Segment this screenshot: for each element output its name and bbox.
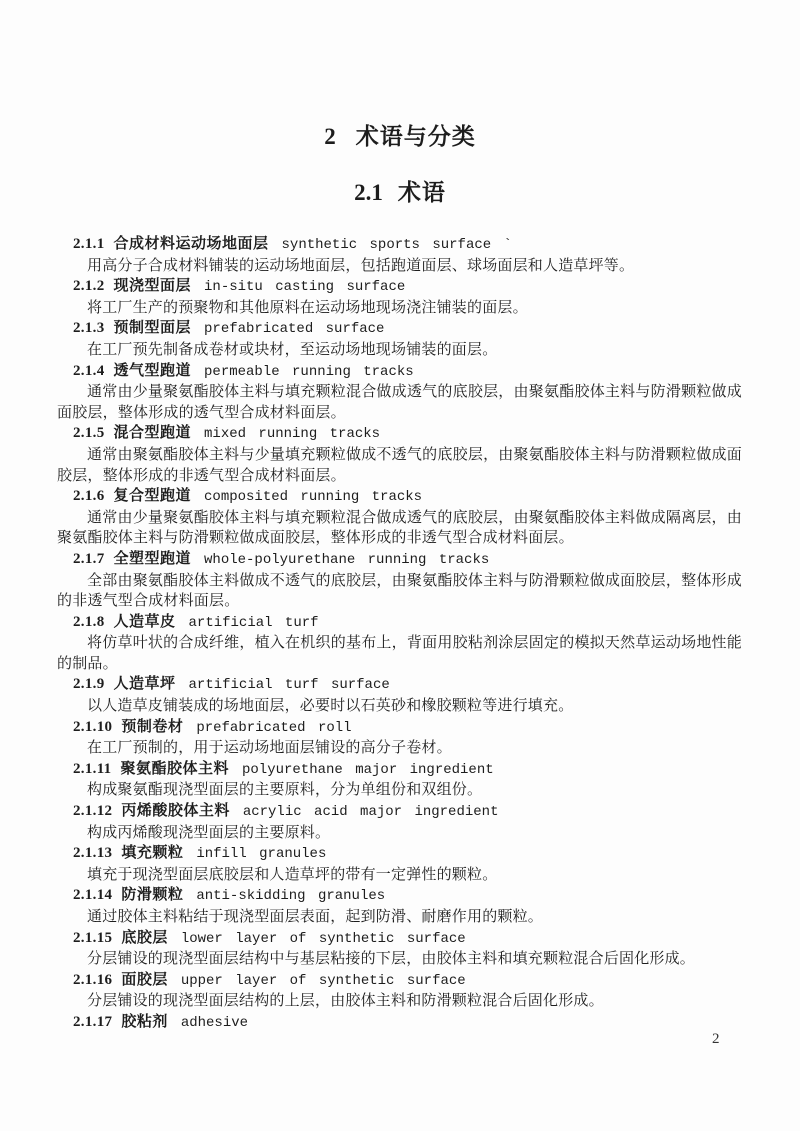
- term-definition: 将工厂生产的预聚物和其他原料在运动场地现场浇注铺装的面层。: [87, 299, 528, 316]
- chapter-number: 2: [324, 124, 336, 149]
- term-definition: 分层铺设的现浇型面层结构中与基层粘接的下层，由胶体主料和填充颗粒混合后固化形成。: [87, 951, 696, 968]
- term-number: 2.1.17: [73, 1013, 113, 1030]
- term-zh: 预制卷材: [121, 718, 184, 735]
- term-number: 2.1.12: [73, 803, 113, 820]
- term-zh: 预制型面层: [113, 320, 192, 337]
- term-heading: [73, 612, 742, 634]
- term-en: prefabricated surface: [204, 321, 385, 338]
- term-number: 2.1.6: [73, 488, 105, 505]
- term-zh: 现浇型面层: [113, 278, 192, 295]
- term-en: mixed running tracks: [204, 426, 381, 443]
- term-en: in-situ casting surface: [204, 279, 406, 296]
- term-number: 2.1.13: [73, 845, 113, 862]
- term-zh: 聚氨酯胶体主料: [120, 760, 229, 777]
- chapter-title-text: 术语与分类: [355, 124, 476, 149]
- term-heading: [73, 486, 742, 508]
- term-en: acrylic acid major ingredient: [242, 804, 499, 821]
- term-number: 2.1.10: [73, 718, 113, 735]
- term-definition: 通常由少量聚氨酯胶体主料与填充颗粒混合做成透气的底胶层，由聚氨酯胶体主料与防滑颗粒做成面胶层，整体形成的透气型合成材料面层。: [57, 384, 742, 421]
- term-number: 2.1.7: [73, 550, 105, 567]
- term-zh: 面胶层: [121, 971, 168, 988]
- term-number: 2.1.2: [73, 278, 105, 295]
- term-en: infill granules: [196, 846, 327, 863]
- term-heading: [73, 801, 742, 823]
- term-number: 2.1.9: [73, 676, 105, 693]
- term-en: prefabricated roll: [196, 719, 352, 736]
- term-heading: [73, 1012, 742, 1034]
- term-en: upper layer of synthetic surface: [180, 972, 466, 989]
- term-definition: 填充于现浇型面层底胶层和人造草坪的带有一定弹性的颗粒。: [87, 866, 498, 883]
- term-en: artificial turf: [188, 614, 319, 631]
- term-en: composited running tracks: [204, 489, 423, 506]
- term-en: whole-polyurethane running tracks: [204, 551, 490, 568]
- term-entry: [57, 318, 742, 360]
- term-number: 2.1.4: [73, 362, 105, 379]
- term-number: 2.1.3: [73, 320, 105, 337]
- term-definition: 构成聚氨酯现浇型面层的主要原料，分为单组份和双组份。: [87, 782, 483, 799]
- term-zh: 混合型跑道: [113, 425, 192, 442]
- term-zh: 胶粘剂: [121, 1013, 168, 1030]
- term-number: 2.1.5: [73, 425, 105, 442]
- term-heading: [73, 318, 742, 340]
- term-heading: [73, 717, 742, 739]
- term-zh: 人造草坪: [113, 676, 176, 693]
- section-title-text: 术语: [397, 180, 446, 205]
- term-definition: 通常由聚氨酯胶体主料与少量填充颗粒做成不透气的底胶层，由聚氨酯胶体主料与防滑颗粒做成面胶层，整体形成的非透气型合成材料面层。: [57, 446, 742, 484]
- term-definition: 将仿草叶状的合成纤维，植入在机织的基布上，背面用胶粘剂涂层固定的模拟天然草运动场地性能的制品。: [57, 635, 742, 672]
- term-heading: [73, 885, 742, 907]
- term-zh: 全塑型跑道: [113, 550, 192, 567]
- term-heading: [73, 928, 742, 950]
- term-entry: [57, 801, 742, 843]
- term-en: lower layer of synthetic surface: [180, 930, 466, 947]
- term-heading: [73, 759, 742, 781]
- term-entry: [57, 423, 742, 486]
- term-definition: 以人造草皮铺装成的场地面层，必要时以石英砂和橡胶颗粒等进行填充。: [87, 698, 574, 715]
- term-en: permeable running tracks: [204, 363, 414, 380]
- term-entry: [57, 549, 742, 612]
- term-en: synthetic sports surface `: [281, 237, 512, 253]
- term-zh: 防滑颗粒: [121, 887, 184, 904]
- term-zh: 丙烯酸胶体主料: [121, 803, 230, 820]
- term-number: 2.1.1: [73, 236, 105, 252]
- section-number: 2.1: [354, 180, 383, 205]
- term-heading: [73, 970, 742, 992]
- term-definition: 在工厂预先制备成卷材或块材，至运动场地现场铺装的面层。: [87, 341, 498, 358]
- term-number: 2.1.11: [73, 760, 112, 777]
- section-title: [0, 181, 800, 204]
- term-entry: [57, 717, 742, 759]
- term-entry: [57, 928, 742, 970]
- term-entry: [57, 276, 742, 318]
- term-number: 2.1.14: [73, 887, 113, 904]
- term-definition: 通常由少量聚氨酯胶体主料与填充颗粒混合做成透气的底胶层，由聚氨酯胶体主料做成隔离层，由聚氨酯胶体主料与防滑颗粒做成面胶层，整体形成的非透气型合成材料面层。: [57, 509, 742, 547]
- term-definition: 通过胶体主料粘结于现浇型面层表面，起到防滑、耐磨作用的颗粒。: [87, 909, 544, 925]
- term-entry: [57, 1012, 742, 1034]
- term-entry: [57, 361, 742, 424]
- term-entry: [57, 234, 742, 276]
- term-entry: [57, 843, 742, 885]
- term-heading: [73, 549, 742, 571]
- term-heading: [73, 674, 742, 696]
- term-definition: 构成丙烯酸现浇型面层的主要原料。: [87, 824, 331, 841]
- term-heading: [73, 423, 742, 445]
- terms-list: [0, 234, 800, 1034]
- term-number: 2.1.16: [73, 971, 113, 988]
- term-definition: 在工厂预制的，用于运动场地面层铺设的高分子卷材。: [87, 740, 452, 757]
- term-definition: 分层铺设的现浇型面层结构的上层，由胶体主料和防滑颗粒混合后固化形成。: [87, 993, 604, 1010]
- term-heading: [73, 276, 742, 298]
- term-zh: 复合型跑道: [113, 488, 192, 505]
- term-zh: 合成材料运动场地面层: [113, 236, 269, 252]
- term-definition: 用高分子合成材料铺装的运动场地面层，包括跑道面层、球场面层和人造草坪等。: [87, 257, 635, 274]
- term-zh: 人造草皮: [113, 613, 176, 630]
- term-zh: 填充颗粒: [121, 845, 184, 862]
- term-zh: 底胶层: [121, 929, 168, 946]
- chapter-title: [0, 0, 800, 148]
- term-heading: [73, 361, 742, 383]
- term-entry: [57, 674, 742, 716]
- term-number: 2.1.8: [73, 613, 105, 630]
- term-zh: 透气型跑道: [113, 362, 192, 379]
- term-entry: [57, 970, 742, 1012]
- term-entry: [57, 486, 742, 549]
- term-en: polyurethane major ingredient: [242, 761, 494, 778]
- term-en: artificial turf surface: [188, 677, 390, 694]
- term-entry: [57, 759, 742, 801]
- term-en: anti-skidding granules: [196, 888, 386, 905]
- page-number: 2: [712, 1031, 720, 1047]
- term-entry: [57, 885, 742, 927]
- term-definition: 全部由聚氨酯胶体主料做成不透气的底胶层，由聚氨酯胶体主料与防滑颗粒做成面胶层，整体形成的非透气型合成材料面层。: [57, 572, 742, 610]
- term-heading: [73, 843, 742, 865]
- term-heading: [73, 234, 742, 256]
- term-number: 2.1.15: [73, 929, 113, 946]
- term-entry: [57, 612, 742, 675]
- term-en: adhesive: [180, 1014, 249, 1031]
